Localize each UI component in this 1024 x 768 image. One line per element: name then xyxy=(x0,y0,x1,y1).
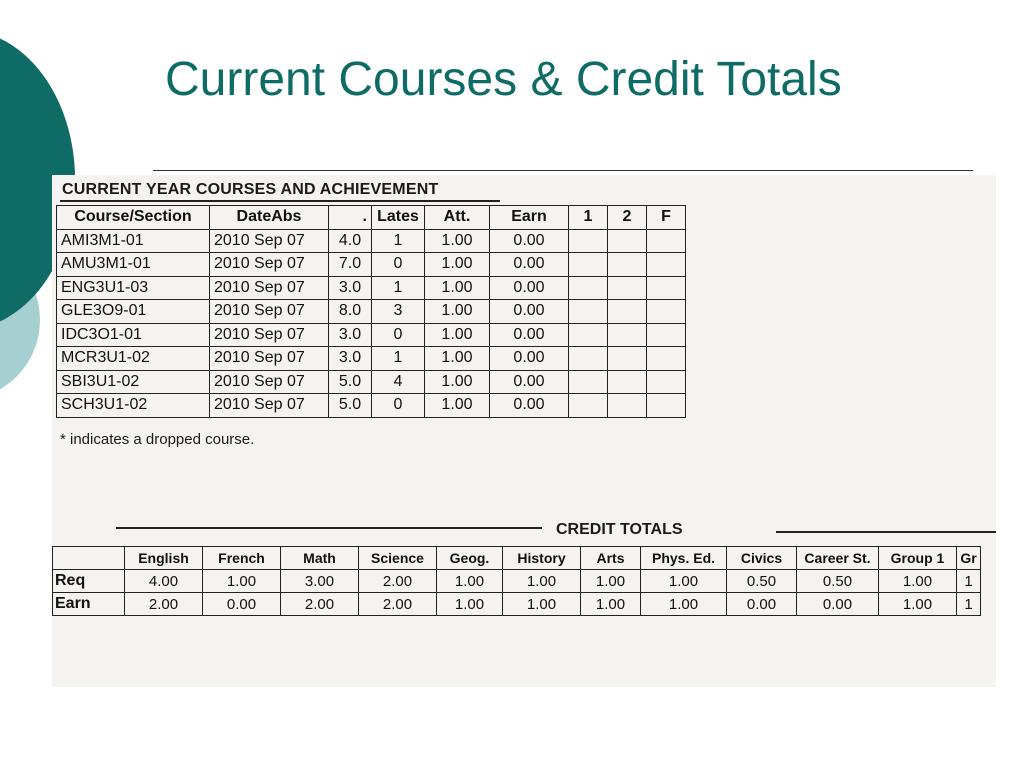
date-cell: 2010 Sep 07 xyxy=(210,253,329,277)
earned-cell: 0.00 xyxy=(490,323,569,347)
date-cell: 2010 Sep 07 xyxy=(210,229,329,253)
final-cell xyxy=(647,300,686,324)
credit-header-cell: History xyxy=(503,547,581,570)
credit-totals-table xyxy=(52,546,981,616)
course-row xyxy=(57,276,686,300)
term-1-cell xyxy=(569,370,608,394)
lates-cell: 1 xyxy=(372,347,425,371)
credit-earn-cell: 1.00 xyxy=(437,593,503,616)
lates-cell: 1 xyxy=(372,276,425,300)
term-2-cell xyxy=(608,253,647,277)
credit-earn-cell: 1 xyxy=(957,593,981,616)
credit-req-cell: 4.00 xyxy=(125,570,203,593)
credit-req-row xyxy=(53,570,981,593)
credit-req-cell: 1.00 xyxy=(641,570,727,593)
credit-header-row xyxy=(53,547,981,570)
earn-label: Earn xyxy=(53,593,125,616)
term-2-cell xyxy=(608,394,647,418)
credit-earn-cell: 0.00 xyxy=(203,593,281,616)
term-1-cell xyxy=(569,276,608,300)
date-cell: 2010 Sep 07 xyxy=(210,370,329,394)
credit-earn-cell: 0.00 xyxy=(727,593,797,616)
credit-earn-row xyxy=(53,593,981,616)
attempted-cell: 1.00 xyxy=(425,370,490,394)
attempted-cell: 1.00 xyxy=(425,347,490,371)
header-date: DateAbs xyxy=(210,206,329,230)
header-term-1: 1 xyxy=(569,206,608,230)
final-cell xyxy=(647,394,686,418)
term-1-cell xyxy=(569,253,608,277)
term-2-cell xyxy=(608,300,647,324)
credit-header-cell: French xyxy=(203,547,281,570)
term-2-cell xyxy=(608,276,647,300)
course-section-cell: SBI3U1-02 xyxy=(57,370,210,394)
course-section-cell: GLE3O9-01 xyxy=(57,300,210,324)
credit-earn-cell: 1.00 xyxy=(503,593,581,616)
course-row xyxy=(57,300,686,324)
credit-earn-cell: 2.00 xyxy=(281,593,359,616)
courses-heading-underline xyxy=(60,200,500,202)
credit-header-cell: Civics xyxy=(727,547,797,570)
credit-req-cell: 0.50 xyxy=(727,570,797,593)
credit-earn-cell: 1.00 xyxy=(641,593,727,616)
header-final: F xyxy=(647,206,686,230)
earned-cell: 0.00 xyxy=(490,229,569,253)
date-cell: 2010 Sep 07 xyxy=(210,394,329,418)
courses-table xyxy=(56,205,686,418)
credit-header-cell: Math xyxy=(281,547,359,570)
attempted-cell: 1.00 xyxy=(425,229,490,253)
term-2-cell xyxy=(608,323,647,347)
course-section-cell: AMI3M1-01 xyxy=(57,229,210,253)
credit-header-corner xyxy=(53,547,125,570)
lates-cell: 3 xyxy=(372,300,425,324)
scanned-report xyxy=(52,175,996,687)
header-lates: Lates xyxy=(372,206,425,230)
credit-earn-cell: 0.00 xyxy=(797,593,879,616)
lates-cell: 4 xyxy=(372,370,425,394)
credit-req-cell: 1.00 xyxy=(503,570,581,593)
earned-cell: 0.00 xyxy=(490,394,569,418)
credit-header-cell: Science xyxy=(359,547,437,570)
course-row xyxy=(57,253,686,277)
date-cell: 2010 Sep 07 xyxy=(210,347,329,371)
credit-header-cell: Career St. xyxy=(797,547,879,570)
final-cell xyxy=(647,276,686,300)
lates-cell: 0 xyxy=(372,323,425,347)
header-term-2: 2 xyxy=(608,206,647,230)
final-cell xyxy=(647,229,686,253)
course-section-cell: ENG3U1-03 xyxy=(57,276,210,300)
term-1-cell xyxy=(569,229,608,253)
attempted-cell: 1.00 xyxy=(425,323,490,347)
credit-earn-cell: 2.00 xyxy=(359,593,437,616)
course-row xyxy=(57,370,686,394)
final-cell xyxy=(647,253,686,277)
term-1-cell xyxy=(569,394,608,418)
credit-earn-cell: 1.00 xyxy=(879,593,957,616)
credit-req-cell: 1.00 xyxy=(437,570,503,593)
credit-heading-line-right xyxy=(776,531,996,533)
credit-header-cell: Phys. Ed. xyxy=(641,547,727,570)
course-section-cell: IDC3O1-01 xyxy=(57,323,210,347)
credit-totals-heading: CREDIT TOTALS xyxy=(556,521,683,538)
attempted-cell: 1.00 xyxy=(425,253,490,277)
credit-req-cell: 1 xyxy=(957,570,981,593)
courses-body xyxy=(57,229,686,417)
absences-cell: 3.0 xyxy=(329,276,372,300)
date-cell: 2010 Sep 07 xyxy=(210,300,329,324)
header-earn: Earn xyxy=(490,206,569,230)
absences-cell: 5.0 xyxy=(329,394,372,418)
credit-earn-cell: 1.00 xyxy=(581,593,641,616)
credit-header-cell: Arts xyxy=(581,547,641,570)
credit-req-cell: 3.00 xyxy=(281,570,359,593)
credit-header-cell: Geog. xyxy=(437,547,503,570)
credit-req-cell: 0.50 xyxy=(797,570,879,593)
credit-header-cell: Gr xyxy=(957,547,981,570)
earned-cell: 0.00 xyxy=(490,300,569,324)
earned-cell: 0.00 xyxy=(490,347,569,371)
course-section-cell: SCH3U1-02 xyxy=(57,394,210,418)
lates-cell: 0 xyxy=(372,394,425,418)
absences-cell: 3.0 xyxy=(329,347,372,371)
term-2-cell xyxy=(608,347,647,371)
course-row xyxy=(57,394,686,418)
credit-header-cell: English xyxy=(125,547,203,570)
date-cell: 2010 Sep 07 xyxy=(210,323,329,347)
dropped-course-footnote: * indicates a dropped course. xyxy=(60,431,255,448)
course-row xyxy=(57,229,686,253)
lates-cell: 0 xyxy=(372,253,425,277)
attempted-cell: 1.00 xyxy=(425,394,490,418)
earned-cell: 0.00 xyxy=(490,276,569,300)
title-divider xyxy=(153,170,973,171)
credit-req-cell: 2.00 xyxy=(359,570,437,593)
term-1-cell xyxy=(569,300,608,324)
credit-earn-cell: 2.00 xyxy=(125,593,203,616)
courses-heading: CURRENT YEAR COURSES AND ACHIEVEMENT xyxy=(62,181,439,198)
final-cell xyxy=(647,347,686,371)
absences-cell: 7.0 xyxy=(329,253,372,277)
course-section-cell: MCR3U1-02 xyxy=(57,347,210,371)
header-abs: . xyxy=(329,206,372,230)
term-1-cell xyxy=(569,323,608,347)
header-att: Att. xyxy=(425,206,490,230)
earned-cell: 0.00 xyxy=(490,370,569,394)
absences-cell: 4.0 xyxy=(329,229,372,253)
credit-req-cell: 1.00 xyxy=(879,570,957,593)
header-course: Course/Section xyxy=(57,206,210,230)
absences-cell: 3.0 xyxy=(329,323,372,347)
attempted-cell: 1.00 xyxy=(425,300,490,324)
lates-cell: 1 xyxy=(372,229,425,253)
absences-cell: 5.0 xyxy=(329,370,372,394)
term-1-cell xyxy=(569,347,608,371)
credit-heading-line-left xyxy=(116,527,542,529)
req-label: Req xyxy=(53,570,125,593)
attempted-cell: 1.00 xyxy=(425,276,490,300)
term-2-cell xyxy=(608,229,647,253)
absences-cell: 8.0 xyxy=(329,300,372,324)
course-row xyxy=(57,347,686,371)
date-cell: 2010 Sep 07 xyxy=(210,276,329,300)
earned-cell: 0.00 xyxy=(490,253,569,277)
final-cell xyxy=(647,370,686,394)
credit-header-cell: Group 1 xyxy=(879,547,957,570)
course-row xyxy=(57,323,686,347)
course-section-cell: AMU3M1-01 xyxy=(57,253,210,277)
credit-req-cell: 1.00 xyxy=(203,570,281,593)
slide-title: Current Courses & Credit Totals xyxy=(165,53,842,106)
final-cell xyxy=(647,323,686,347)
credit-req-cell: 1.00 xyxy=(581,570,641,593)
courses-header-row xyxy=(57,206,686,230)
term-2-cell xyxy=(608,370,647,394)
